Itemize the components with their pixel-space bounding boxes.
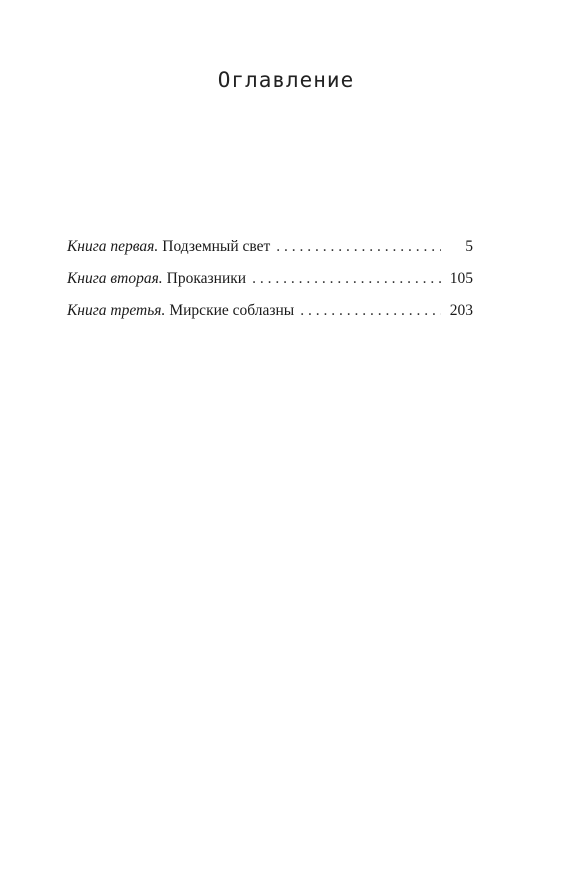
toc-book-label: Книга третья. (67, 302, 166, 319)
toc-entry-book-3[interactable] (67, 302, 473, 334)
dot-leader (276, 238, 441, 256)
toc-page-number: 203 (449, 302, 473, 319)
toc-entry-title: Проказники (166, 270, 247, 287)
dot-leader (300, 302, 441, 320)
toc-book-label: Книга вторая. (67, 270, 163, 287)
toc-entry-title: Мирские соблазны (169, 302, 295, 319)
toc-page-number: 105 (449, 270, 473, 287)
dot-leader (252, 270, 441, 288)
page-title: Оглавление (217, 68, 355, 92)
toc-entry-book-1[interactable] (67, 238, 473, 270)
toc-entry-title: Подземный свет (162, 238, 271, 255)
table-of-contents (67, 238, 473, 334)
toc-entry-book-2[interactable] (67, 270, 473, 302)
toc-book-label: Книга первая. (67, 238, 159, 255)
toc-page-number: 5 (465, 238, 473, 255)
